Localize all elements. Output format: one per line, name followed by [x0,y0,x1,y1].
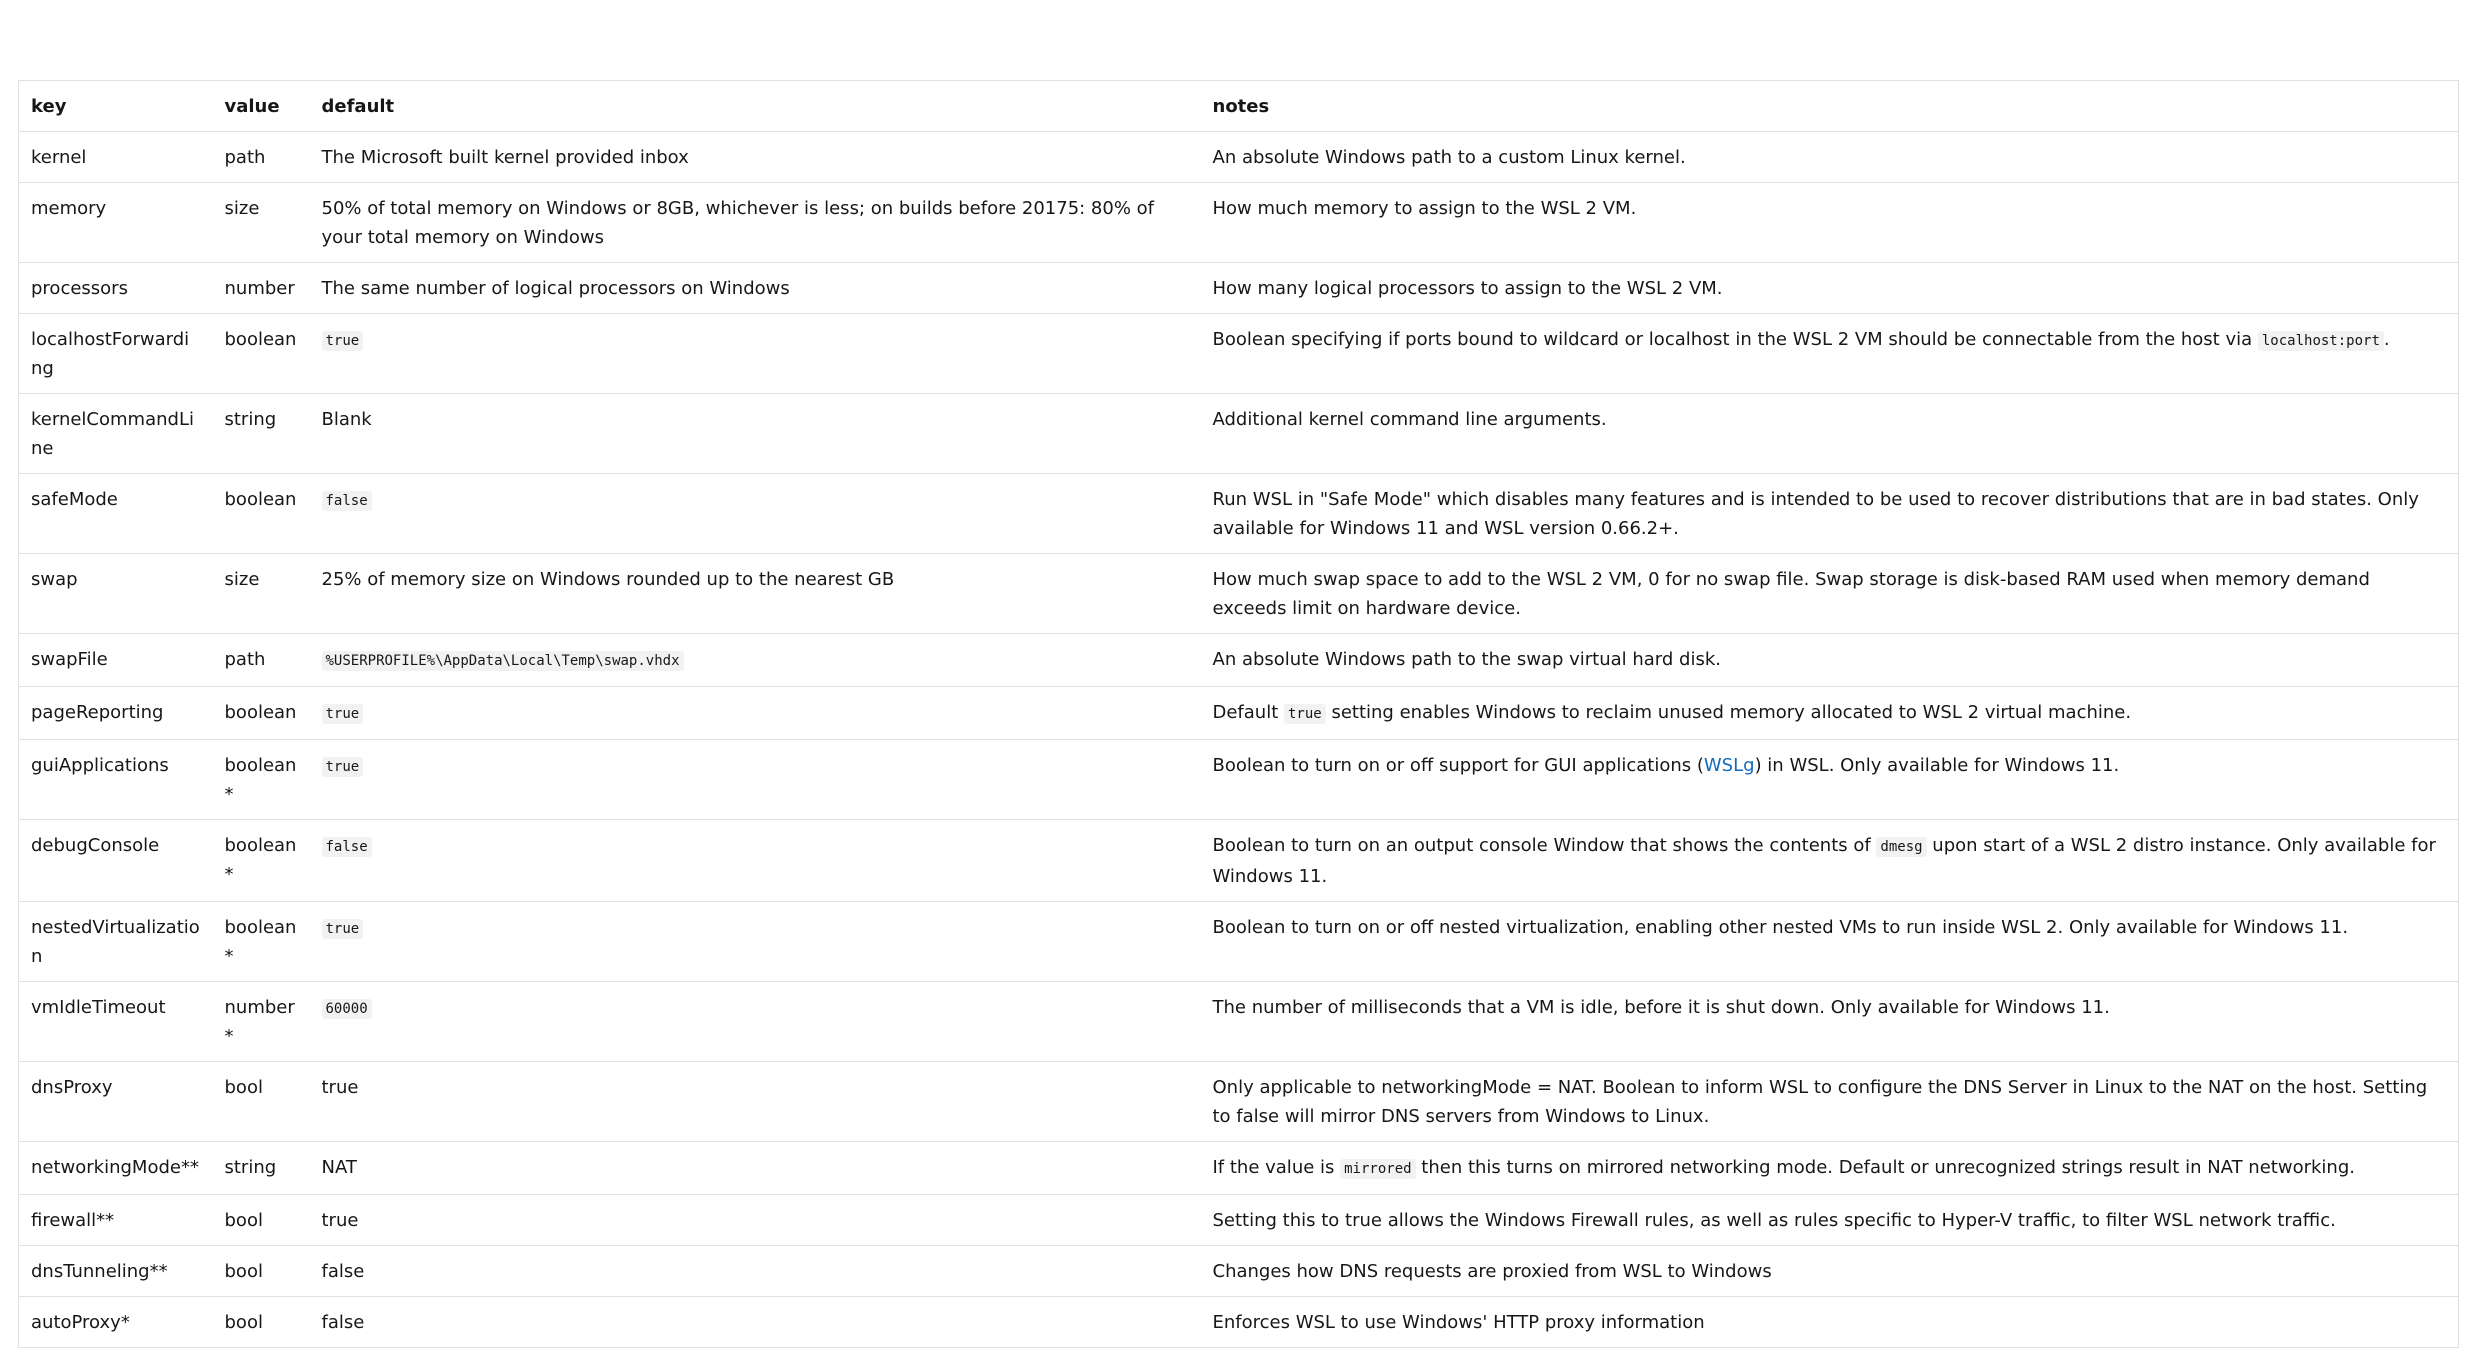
cell-text: An absolute Windows path to a custom Linux kernel. [1212,147,1686,168]
cell-notes [1201,1195,2459,1246]
cell-value-type: number [213,263,310,314]
cell-text: Run WSL in "Safe Mode" which disables many features and is intended to be used to recover distributions that are in bad states. Only available for Windows 11 and WSL version 0.66.2+. [1212,489,2419,539]
header-key: key [19,81,213,132]
cell-key: networkingMode** [19,1142,213,1195]
cell-text: false [321,1261,365,1282]
cell-text: The number of milliseconds that a VM is idle, before it is shut down. Only available for Windows 11. [1212,997,2110,1018]
cell-key: firewall** [19,1195,213,1246]
cell-notes [1201,1297,2459,1348]
cell-default [310,902,1201,982]
cell-text: The same number of logical processors on Windows [321,278,790,299]
table-row [19,132,2459,183]
cell-notes [1201,687,2459,740]
cell-text: upon start of a WSL 2 distro instance. Only available for Windows 11. [1212,835,2436,887]
cell-key: localhostForwarding [19,314,213,394]
wslconfig-settings-table [18,80,2459,1348]
cell-key: swap [19,554,213,634]
cell-text: Enforces WSL to use Windows' HTTP proxy information [1212,1312,1705,1333]
cell-value-type: boolean* [213,820,310,902]
cell-key: autoProxy* [19,1297,213,1348]
cell-value-type: boolean [213,314,310,394]
cell-value-type: bool [213,1062,310,1142]
cell-value-type: boolean [213,687,310,740]
cell-default [310,394,1201,474]
cell-value-type: bool [213,1246,310,1297]
cell-value-type: boolean* [213,740,310,820]
cell-default [310,474,1201,554]
cell-value-type: size [213,183,310,263]
cell-notes [1201,1246,2459,1297]
cell-default [310,1246,1201,1297]
table-body [19,132,2459,1348]
cell-text: Default [1212,702,1284,723]
cell-default [310,820,1201,902]
cell-text: Changes how DNS requests are proxied from WSL to Windows [1212,1261,1772,1282]
cell-notes [1201,634,2459,687]
cell-value-type: bool [213,1195,310,1246]
table-row [19,394,2459,474]
cell-notes [1201,740,2459,820]
inline-code: 60000 [322,999,372,1019]
inline-code: %USERPROFILE%\AppData\Local\Temp\swap.vhdx [322,651,684,671]
cell-notes [1201,394,2459,474]
inline-code: mirrored [1340,1159,1415,1179]
cell-text: ) in WSL. Only available for Windows 11. [1754,755,2120,776]
table-row [19,474,2459,554]
cell-default [310,183,1201,263]
cell-text: true [321,1210,359,1231]
cell-text: Boolean to turn on or off nested virtualization, enabling other nested VMs to run inside WSL 2. Only available for Windows 11. [1212,917,2349,938]
table-row [19,634,2459,687]
cell-text: Blank [321,409,372,430]
cell-text: . [2383,329,2390,350]
cell-value-type: path [213,132,310,183]
table-row [19,982,2459,1062]
cell-text: Only applicable to networkingMode = NAT. Boolean to inform WSL to configure the DNS Server in Linux to the NAT on the host. Setting to false will mirror DNS servers from Windows to Linux. [1212,1077,2428,1127]
wslg-link[interactable]: WSLg [1703,755,1755,776]
cell-text: 50% of total memory on Windows or 8GB, whichever is less; on builds before 20175: 80% of your total memory on Windows [321,198,1155,248]
cell-notes [1201,183,2459,263]
cell-key: swapFile [19,634,213,687]
cell-text: How many logical processors to assign to the WSL 2 VM. [1212,278,1723,299]
cell-default [310,263,1201,314]
cell-default [310,634,1201,687]
cell-notes [1201,1062,2459,1142]
cell-key: pageReporting [19,687,213,740]
cell-text: How much memory to assign to the WSL 2 VM. [1212,198,1637,219]
cell-value-type: path [213,634,310,687]
header-row [19,81,2459,132]
inline-code: true [1284,704,1326,724]
cell-key: processors [19,263,213,314]
cell-default [310,1297,1201,1348]
table-row [19,183,2459,263]
config-table-container [18,80,2458,1348]
header-notes: notes [1201,81,2459,132]
cell-default [310,1142,1201,1195]
inline-code: true [322,757,364,777]
cell-key: memory [19,183,213,263]
cell-key: nestedVirtualization [19,902,213,982]
cell-value-type: boolean [213,474,310,554]
cell-default [310,132,1201,183]
cell-value-type: size [213,554,310,634]
header-default: default [310,81,1201,132]
cell-text: Setting this to true allows the Windows Firewall rules, as well as rules specific to Hyper-V traffic, to filter WSL network traffic. [1212,1210,2336,1231]
table-row [19,1142,2459,1195]
cell-key: dnsTunneling** [19,1246,213,1297]
header-value: value [213,81,310,132]
cell-key: safeMode [19,474,213,554]
table-row [19,263,2459,314]
cell-notes [1201,982,2459,1062]
inline-code: dmesg [1876,837,1926,857]
cell-text: Boolean specifying if ports bound to wildcard or localhost in the WSL 2 VM should be connectable from the host via [1212,329,2258,350]
cell-default [310,982,1201,1062]
cell-default [310,1062,1201,1142]
cell-text: If the value is [1212,1157,1341,1178]
table-row [19,687,2459,740]
inline-code: true [322,704,364,724]
cell-text: Boolean to turn on or off support for GUI applications ( [1212,755,1704,776]
table-header [19,81,2459,132]
cell-key: kernel [19,132,213,183]
cell-value-type: number* [213,982,310,1062]
cell-default [310,740,1201,820]
cell-text: How much swap space to add to the WSL 2 VM, 0 for no swap file. Swap storage is disk-based RAM used when memory demand exceeds limit on hardware device. [1212,569,2370,619]
table-row [19,1297,2459,1348]
inline-code: false [322,491,372,511]
table-row [19,554,2459,634]
inline-code: false [322,837,372,857]
cell-notes [1201,1142,2459,1195]
cell-key: kernelCommandLine [19,394,213,474]
cell-text: The Microsoft built kernel provided inbox [321,147,689,168]
table-row [19,1195,2459,1246]
table-row [19,1062,2459,1142]
cell-text: An absolute Windows path to the swap virtual hard disk. [1212,649,1721,670]
table-row [19,314,2459,394]
cell-notes [1201,263,2459,314]
inline-code: true [322,331,364,351]
cell-default [310,1195,1201,1246]
cell-value-type: string [213,394,310,474]
cell-notes [1201,820,2459,902]
table-row [19,740,2459,820]
cell-value-type: bool [213,1297,310,1348]
cell-notes [1201,314,2459,394]
cell-text: Boolean to turn on an output console Window that shows the contents of [1212,835,1877,856]
cell-notes [1201,554,2459,634]
cell-key: vmIdleTimeout [19,982,213,1062]
inline-code: localhost:port [2258,331,2384,351]
cell-default [310,554,1201,634]
cell-notes [1201,474,2459,554]
cell-default [310,314,1201,394]
table-row [19,902,2459,982]
cell-text: false [321,1312,365,1333]
cell-key: guiApplications [19,740,213,820]
cell-text: then this turns on mirrored networking mode. Default or unrecognized strings result in NAT networking. [1415,1157,2355,1178]
cell-text: true [321,1077,359,1098]
cell-text: Additional kernel command line arguments. [1212,409,1607,430]
inline-code: true [322,919,364,939]
cell-key: debugConsole [19,820,213,902]
cell-text: 25% of memory size on Windows rounded up to the nearest GB [321,569,895,590]
cell-key: dnsProxy [19,1062,213,1142]
table-row [19,820,2459,902]
cell-notes [1201,902,2459,982]
cell-value-type: boolean* [213,902,310,982]
table-row [19,1246,2459,1297]
cell-text: NAT [321,1157,357,1178]
cell-value-type: string [213,1142,310,1195]
cell-notes [1201,132,2459,183]
cell-text: setting enables Windows to reclaim unused memory allocated to WSL 2 virtual machine. [1325,702,2132,723]
cell-default [310,687,1201,740]
